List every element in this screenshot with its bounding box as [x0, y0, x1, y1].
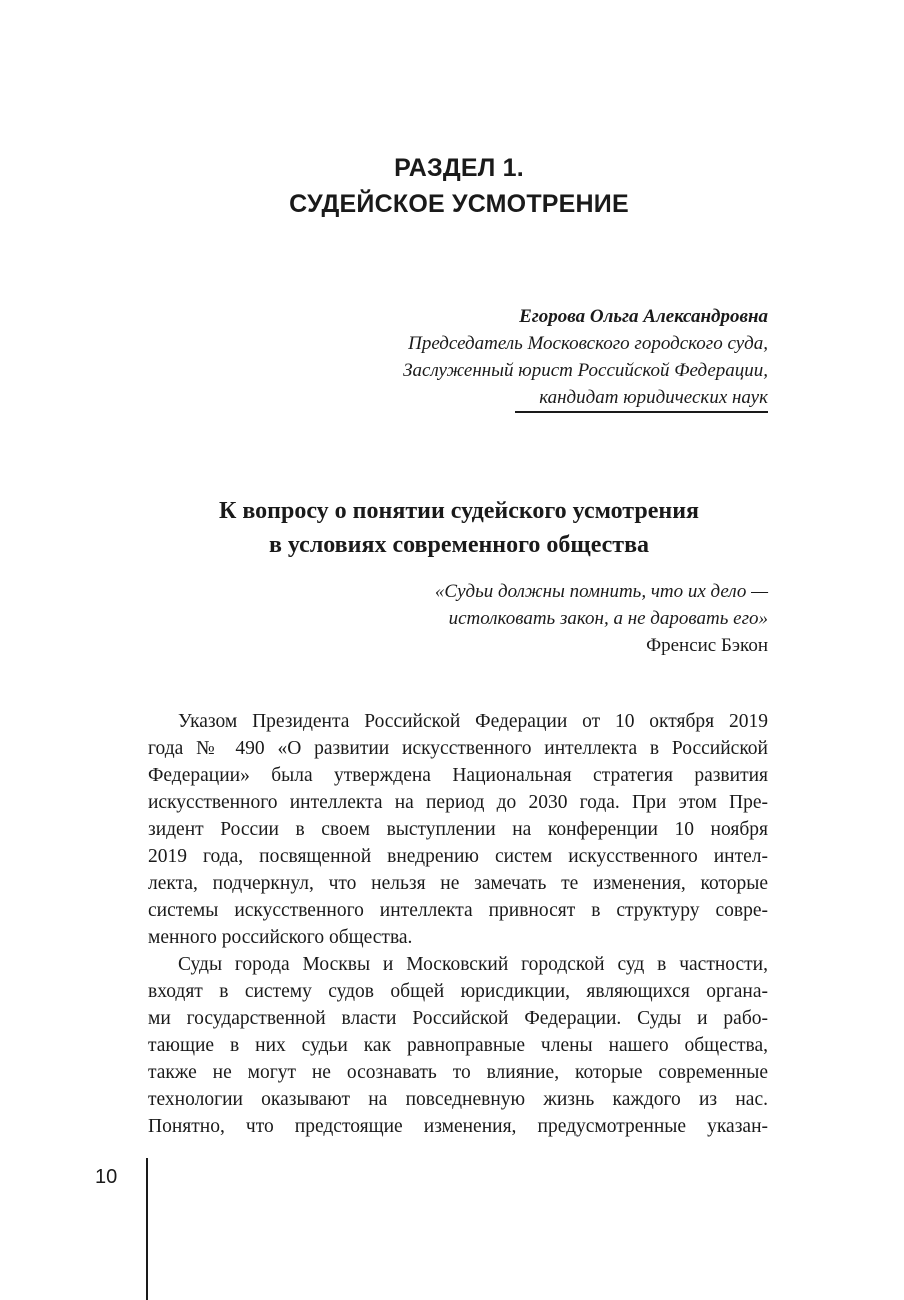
article-title-line: К вопросу о понятии судейского усмотрения [218, 498, 700, 524]
section-title: СУДЕЙСКОЕ УСМОТРЕНИЕ [289, 190, 629, 218]
author-credential: Председатель Московского городского суда, [408, 333, 768, 354]
section-heading [0, 150, 904, 222]
epigraph-quote-line: истолковать закон, а не даровать его» [448, 608, 768, 629]
article-title [0, 494, 904, 562]
text-line: Указом Президента Российской Федерации от 10 октября 2019 [178, 711, 768, 732]
text-line: лекта, подчеркнул, что нельзя не замечать те изменения, которые [148, 873, 768, 894]
author-block [403, 303, 768, 411]
epigraph-quote-line: «Судьи должны помнить, что их дело — [434, 581, 768, 602]
text-line: года № 490 «О развитии искусственного интеллекта в Российской [148, 738, 768, 759]
epigraph-author: Френсис Бэкон [646, 635, 768, 656]
text-line: Федерации» была утверждена Национальная стратегия развития [148, 765, 768, 786]
text-line: Понятно, что предстоящие изменения, предусмотренные указан- [148, 1116, 768, 1137]
article-title-line: в условиях современного общества [268, 532, 650, 558]
epigraph [435, 578, 768, 659]
article-body [148, 708, 768, 1140]
paragraph [148, 951, 768, 1140]
text-line: тающие в них судьи как равноправные члены нашего общества, [148, 1035, 768, 1056]
text-line: менного российского общества. [148, 927, 413, 948]
text-line: Суды города Москвы и Московский городской суд в частности, [178, 954, 768, 975]
section-number: РАЗДЕЛ 1. [394, 154, 524, 182]
paragraph [148, 708, 768, 951]
author-credential: Заслуженный юрист Российской Федерации, [403, 360, 768, 381]
text-line: искусственного интеллекта на период до 2030 года. При этом Пре- [148, 792, 768, 813]
author-credential: кандидат юридических наук [539, 387, 768, 408]
author-underline [515, 411, 768, 413]
text-line: системы искусственного интеллекта привносят в структуру совре- [148, 900, 768, 921]
text-line: ми государственной власти Российской Федерации. Суды и рабо- [148, 1008, 768, 1029]
text-line: 2019 года, посвященной внедрению систем искусственного интел- [148, 846, 768, 867]
text-line: зидент России в своем выступлении на конференции 10 ноября [148, 819, 768, 840]
page-number: 10 [95, 1166, 118, 1188]
text-line: входят в систему судов общей юрисдикции, являющихся органа- [148, 981, 768, 1002]
author-name: Егорова Ольга Александровна [519, 306, 768, 327]
text-line: также не могут не осознавать то влияние, которые современные [148, 1062, 768, 1083]
margin-rule [146, 1158, 148, 1300]
text-line: технологии оказывают на повседневную жизнь каждого из нас. [148, 1089, 768, 1110]
